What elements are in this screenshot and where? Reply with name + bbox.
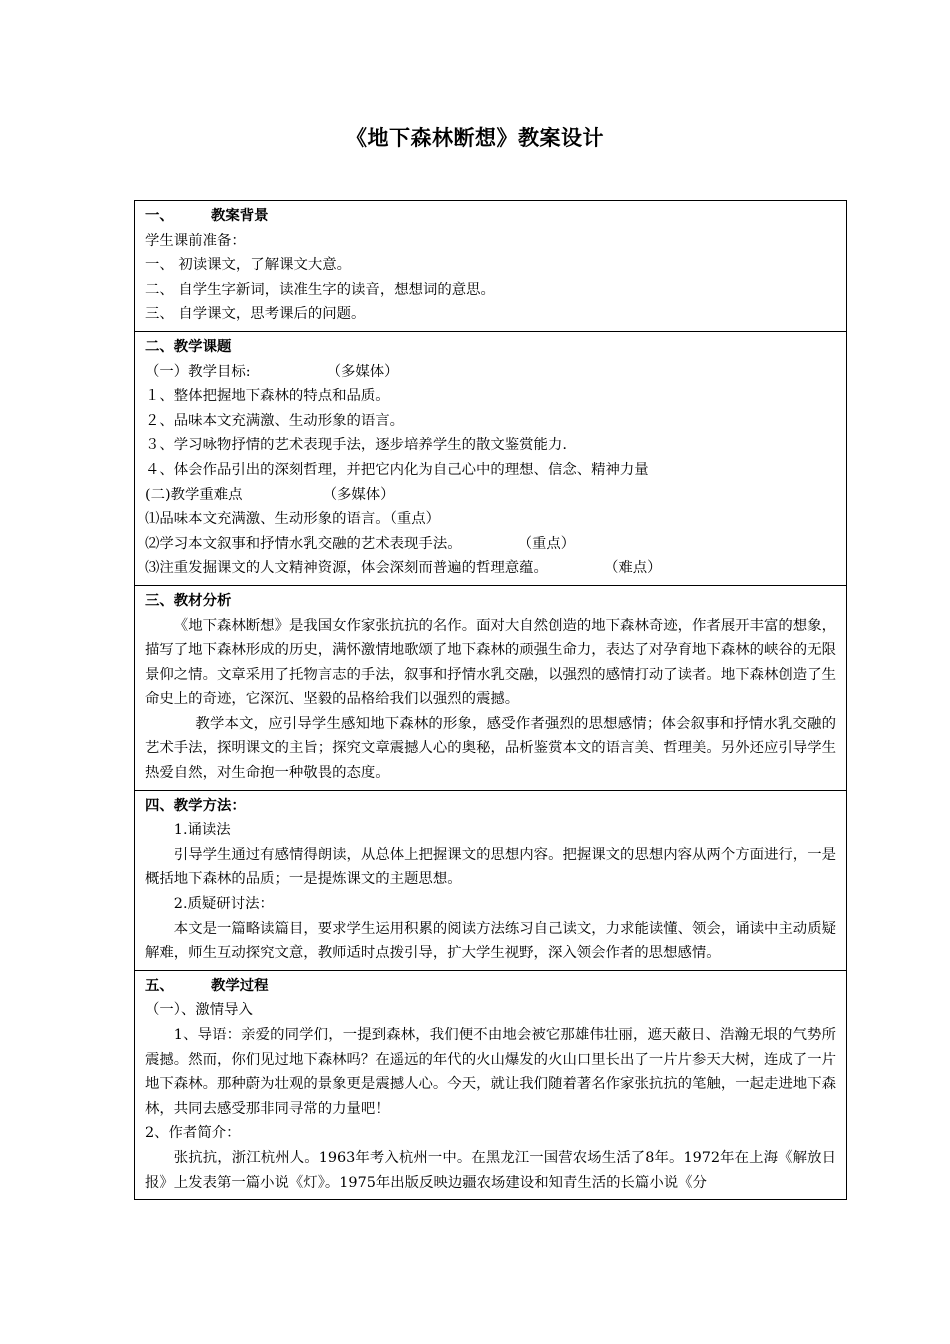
key-point-tag: （重点） (389, 511, 441, 528)
key-label-line (145, 483, 836, 508)
key-point (145, 532, 836, 557)
goal-label: （一）教学目标: (145, 363, 251, 380)
section1-line: 学生课前准备： (145, 232, 246, 249)
section3-heading: 三、教材分析 (145, 591, 232, 609)
intro-paragraph: 1、导语：亲爱的同学们，一提到森林，我们便不由地会被它那雄伟壮丽，遮天蔽日、浩瀚无垠的气势所震撼。然而，你们见过地下森林吗？在遥远的年代的火山爆发的火山口里长出了一片片参天大树，连成了一片地下森林。那种蔚为壮观的景象更是震撼人心。今天，就让我们随着著名作家张抗抗的笔触，一起走进地下森林，共同去感受那非同寻常的力量吧！ (145, 1027, 836, 1117)
section1-heading-text: 教案背景 (211, 207, 269, 224)
document-title: 《地下森林断想》教案设计 (346, 125, 604, 150)
section1-heading-num: 一、 (145, 207, 174, 224)
section5-heading-num: 五、 (145, 976, 174, 994)
analysis-paragraph: 教学本文，应引导学生感知地下森林的形象，感受作者强烈的思想感情；体会叙事和抒情水乳交融的艺术手法，探明课文的主旨；探究文章震撼人心的奥秘，品析鉴赏本文的语言美、哲理美。另外还应引导学生热爱自然，对生命抱一种敬畏的态度。 (145, 715, 836, 782)
lesson-plan-table (134, 200, 847, 1200)
goal-item: ４、体会作品引出的深刻哲理，并把它内化为自己心中的理想、信念、精神力量 (145, 461, 649, 478)
method-title: 1.诵读法 (173, 822, 231, 839)
section4-heading: 四、教学方法： (145, 796, 246, 814)
section1-line: 三、 自学课文，思考课后的问题。 (145, 306, 366, 323)
goal-item: １、整体把握地下森林的特点和品质。 (145, 388, 390, 405)
section-topic (135, 331, 847, 585)
process-subheading: （一）、激情导入 (145, 1002, 253, 1019)
section5-heading-text: 教学过程 (211, 976, 269, 994)
section1-line: 一、 初读课文，了解课文大意。 (145, 257, 352, 274)
key-point-tag: （重点） (517, 535, 576, 552)
method-text: 本文是一篇略读篇目，要求学生运用积累的阅读方法练习自己读文，力求能读懂、领会，诵读中主动质疑解难，师生互动探究文意，教师适时点拨引导，扩大学生视野，深入领会作者的思想感情。 (145, 920, 836, 962)
key-point-tag: （难点） (603, 560, 662, 577)
key-label: (二)教学重难点 (145, 486, 243, 503)
section-methods (135, 790, 847, 970)
section-background (135, 201, 847, 332)
section-process (135, 970, 847, 1199)
key-point-text: ⑶注重发掘课文的人文精神资源，体会深刻而普遍的哲理意蕴。 (145, 560, 548, 577)
method-title: 2.质疑研讨法： (173, 896, 274, 913)
section2-heading: 二、教学课题 (145, 337, 232, 355)
analysis-paragraph: 《地下森林断想》是我国女作家张抗抗的名作。面对大自然创造的地下森林奇迹，作者展开丰富的想象，描写了地下森林形成的历史，满怀激情地歌颂了地下森林的顽强生命力，表达了对孕育地下森林的峡谷的无限景仰之情。文章采用了托物言志的手法，叙事和抒情水乳交融，以强烈的感情打动了读者。地下森林创造了生命史上的奇迹，它深沉、坚毅的品格给我们以强烈的震撼。 (145, 617, 836, 708)
section5-heading (145, 974, 836, 999)
key-point-text: ⑴品味本文充满激、生动形象的语言。 (145, 511, 390, 528)
author-paragraph: 张抗抗，浙江杭州人。1963年考入杭州一中。在黑龙江一国营农场生活了8年。1972年在上海《解放日报》上发表第一篇小说《灯》。1975年出版反映边疆农场建设和知青生活的长篇小说《分 (145, 1149, 836, 1191)
key-point-text: ⑵学习本文叙事和抒情水乳交融的艺术表现手法。 (145, 535, 462, 552)
goal-tag: （多媒体） (326, 363, 399, 380)
goal-label-line (145, 360, 836, 385)
section1-heading (145, 204, 836, 229)
key-tag: （多媒体） (322, 486, 395, 503)
method-text: 引导学生通过有感情得朗读，从总体上把握课文的思想内容。把握课文的思想内容从两个方面进行，一是概括地下森林的品质；一是提炼课文的主题思想。 (145, 846, 836, 888)
goal-item: ３、学习咏物抒情的艺术表现手法，逐步培养学生的散文鉴赏能力. (145, 437, 567, 454)
section1-line: 二、 自学生字新词，读准生字的读音，想想词的意思。 (145, 281, 495, 298)
key-point (145, 556, 836, 581)
author-label: 2、作者简介： (145, 1125, 241, 1142)
section-analysis (135, 585, 847, 790)
key-point (145, 507, 836, 532)
goal-item: ２、品味本文充满激、生动形象的语言。 (145, 412, 405, 429)
